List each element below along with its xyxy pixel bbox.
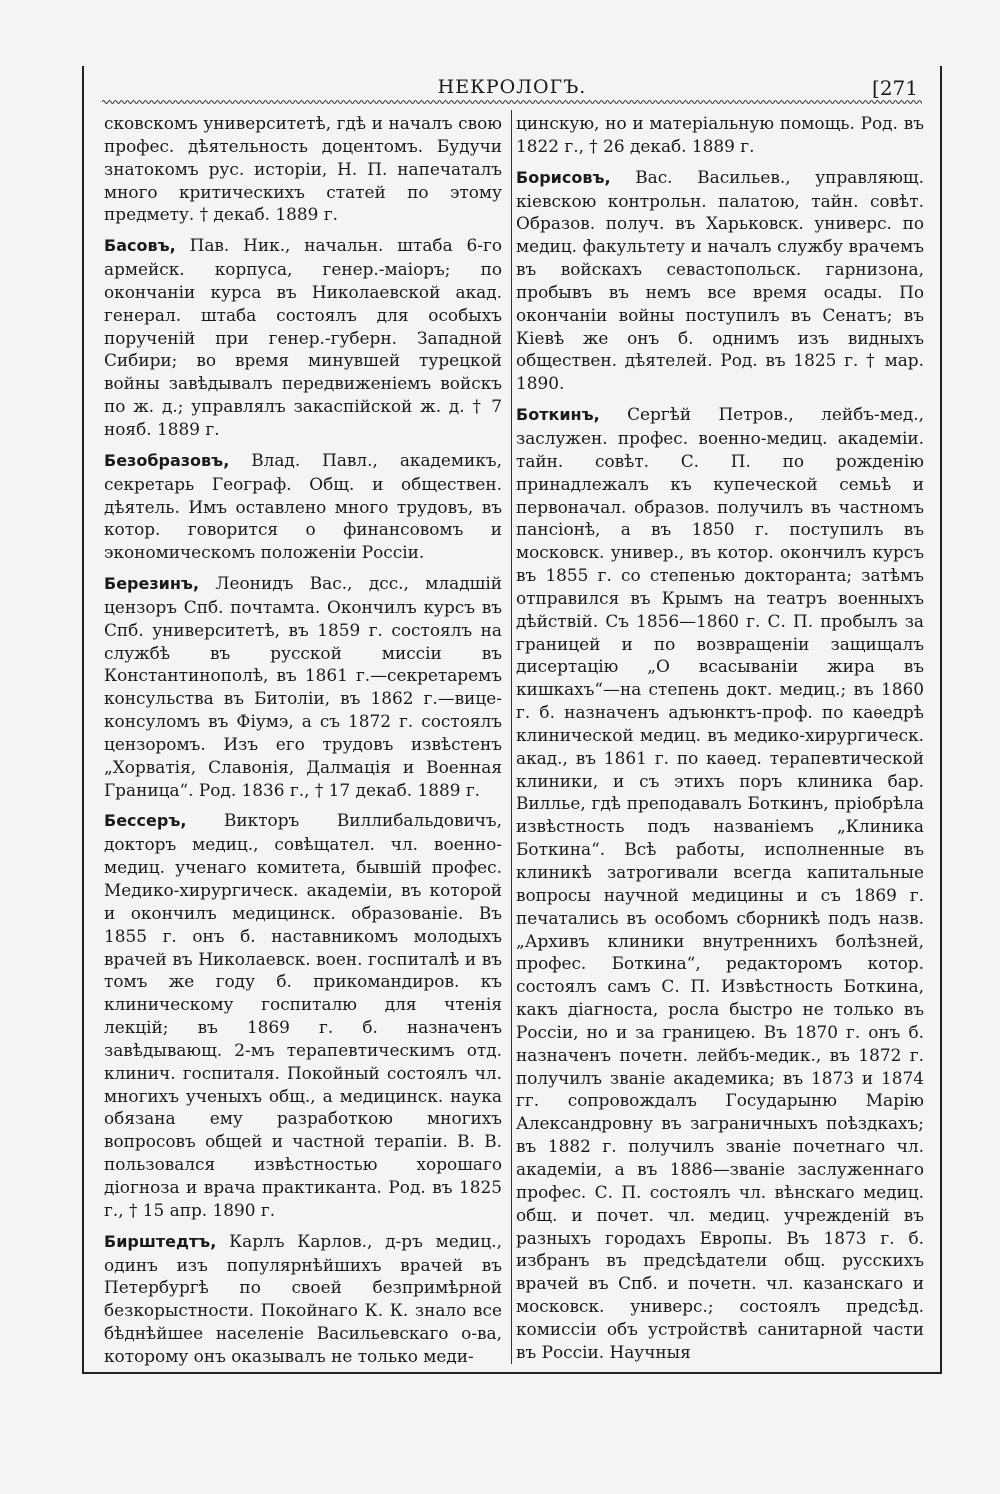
entry-bezobrazov [104, 449, 502, 564]
entry-basov [104, 234, 502, 441]
entry-text: Сергѣй Петров., лейбъ-мед., заслужен. профес. военно-медиц. академіи. тайн. совѣт. С. П. по рожденію принадлежалъ къ купеческой семьѣ и первоначал. образов. получилъ въ частномъ пансіонѣ, а въ 1850 г. поступилъ въ московск. универ., въ котор. окончилъ курсъ въ 1855 г. со степенью докторанта; затѣмъ отправился въ Крымъ на театръ военныхъ дѣйствій. Съ 1856—1860 г. С. П. пробылъ за границей и по возвращеніи защищалъ дисертацію „О всасываніи жира въ кишкахъ“—на степень докт. медиц.; въ 1860 г. б. назначенъ адъюнктъ-проф. по каѳедрѣ клинической медиц. въ медико-хирургическ. акад., въ 1861 г. по каѳед. терапевтической клиники, и съ этихъ поръ клиника бар. Виллье, гдѣ преподавалъ Боткинъ, пріобрѣла извѣстность подъ названіемъ „Клиника Боткина“. Всѣ работы, исполненные въ клиникѣ затрогивали всегда капитальные вопросы научной медицины и съ 1869 г. печатались въ особомъ сборникѣ подъ назв. „Архивъ клиники внутреннихъ болѣзней, профес. Боткина“, редакторомъ котор. состоялъ самъ С. П. Извѣстность Боткина, какъ діагноста, росла быстро не только въ Россіи, но и за границею. Въ 1870 г. онъ б. назначенъ почетн. лейбъ-медик., въ 1872 г. получилъ званіе академика; въ 1873 и 1874 гг. сопровождалъ Государыню Марію Александровну въ заграничныхъ поѣздкахъ; въ 1882 г. получилъ званіе почетнаго чл. академіи, а въ 1886—званіе заслуженнаго профес. С. П. состоялъ чл. вѣнскаго медиц. общ. и почет. чл. медиц. учрежденій въ разныхъ городахъ Европы. Въ 1873 г. б. избранъ въ предсѣдатели общ. русскихъ врачей въ Спб. и почетн. чл. казанскаго и московск. универс.; состоялъ предсѣд. комиссіи объ устройствѣ санитарной части въ Россіи. Научныя [516, 404, 924, 1362]
entry-besser [104, 809, 502, 1221]
left-intro: сковскомъ университетѣ, гдѣ и началъ свою профес. дѣятельность доцентомъ. Будучи знатокомъ рус. исторіи, Н. П. напечаталъ много критическихъ статей по этому предмету. † декаб. 1889 г. [104, 113, 502, 225]
entry-text: Викторъ Виллибальдовичъ, докторъ медиц., совѣщател. чл. военно-медиц. ученаго комитета, бывшій профес. Медико-хирургическ. академіи, въ которой и окончилъ медицинск. образованіе. Въ 1855 г. онъ б. наставникомъ молодыхъ врачей въ Николаевск. воен. госпиталѣ и въ томъ же году б. прикомандиров. къ клиническому госпиталю для чтенія лекцій; въ 1869 г. б. назначенъ завѣдывающ. 2-мъ терапевтическимъ отд. клинич. госпиталя. Покойный состоялъ чл. многихъ ученыхъ общ., а медицинск. наука обязана ему разработкою многихъ вопросовъ общей и частной терапіи. В. В. пользовался извѣстностью хорошаго діогноза и врача практиканта. Род. въ 1825 г., † 15 апр. 1890 г. [104, 810, 503, 1220]
entry-name: Басовъ, [104, 236, 176, 256]
entry-name: Березинъ, [104, 574, 200, 594]
left-column [104, 112, 502, 1368]
wavy-rule [102, 98, 922, 106]
entry-text: Пав. Ник., начальн. штаба 6-го армейск. корпуса, генер.-маіоръ; по окончаніи курса въ Николаевской акад. генерал. штаба состоялъ для особыхъ порученій при генер.-губерн. Западной Сибири; во время минувшей турецкой войны завѣдывалъ передвиженіемъ войскъ по ж. д.; управлялъ закаспійской ж. д. † 7 нояб. 1889 г. [104, 235, 503, 439]
entry-berezin [104, 572, 502, 801]
entry-name: Бирштедтъ, [104, 1231, 217, 1251]
column-divider [511, 110, 512, 1364]
entry-name: Бессеръ, [104, 811, 187, 831]
right-intro: цинскую, но и матеріальную помощь. Род. въ 1822 г., † 26 декаб. 1889 г. [516, 113, 924, 156]
entry-text: Карлъ Карлов., д-ръ медиц., одинъ изъ популярнѣйшихъ врачей въ Петербургѣ по своей безпримѣрной безкорыстности. Покойнаго К. К. знало все бѣднѣйшее населеніе Васильевскаго о-ва, которому онъ оказывалъ не только меди- [104, 1230, 502, 1366]
running-title: НЕКРОЛОГЪ. [437, 76, 587, 98]
entry-borisov [516, 166, 924, 395]
page-frame [82, 66, 942, 1374]
entry-birshtedt [104, 1230, 502, 1368]
entry-name: Боткинъ, [516, 405, 600, 425]
entry-name: Безобразовъ, [104, 450, 230, 470]
entry-text: Вас. Васильев., управляющ. кіевскою контрольн. палатою, тайн. совѣт. Образов. получ. въ Харьковск. универс. по медиц. факультету и началъ службу врачемъ въ войскахъ севастопольск. гарнизона, пробывъ въ немъ все время осады. По окончаніи войны поступилъ въ Сенатъ; въ Кіевѣ же онъ б. однимъ изъ видныхъ обществен. дѣятелей. Род. въ 1825 г. † мар. 1890. [516, 166, 924, 394]
entry-botkin [516, 403, 924, 1363]
right-column [516, 112, 924, 1364]
page-number: [271 [872, 76, 918, 100]
entry-text: Влад. Павл., академикъ, секретарь Географ. Общ. и обществен. дѣятель. Имъ оставлено много трудовъ, въ котор. говорится о финансовомъ и экономическомъ положеніи Россіи. [104, 449, 502, 563]
entry-name: Борисовъ, [516, 167, 611, 187]
entry-text: Леонидъ Вас., дсс., младшій цензоръ Спб. почтамта. Окончилъ курсъ въ Спб. университетѣ, въ 1859 г. состоялъ на службѣ въ русской миссіи въ Константинополѣ, въ 1861 г.—секретаремъ консульства въ Битоліи, въ 1862 г.—вице-консуломъ въ Фіумэ, а съ 1872 г. состоялъ цензоромъ. Изъ его трудовъ извѣстенъ „Хорватія, Славонія, Далмація и Военная Граница“. Род. 1836 г., † 17 декаб. 1889 г. [104, 573, 502, 800]
